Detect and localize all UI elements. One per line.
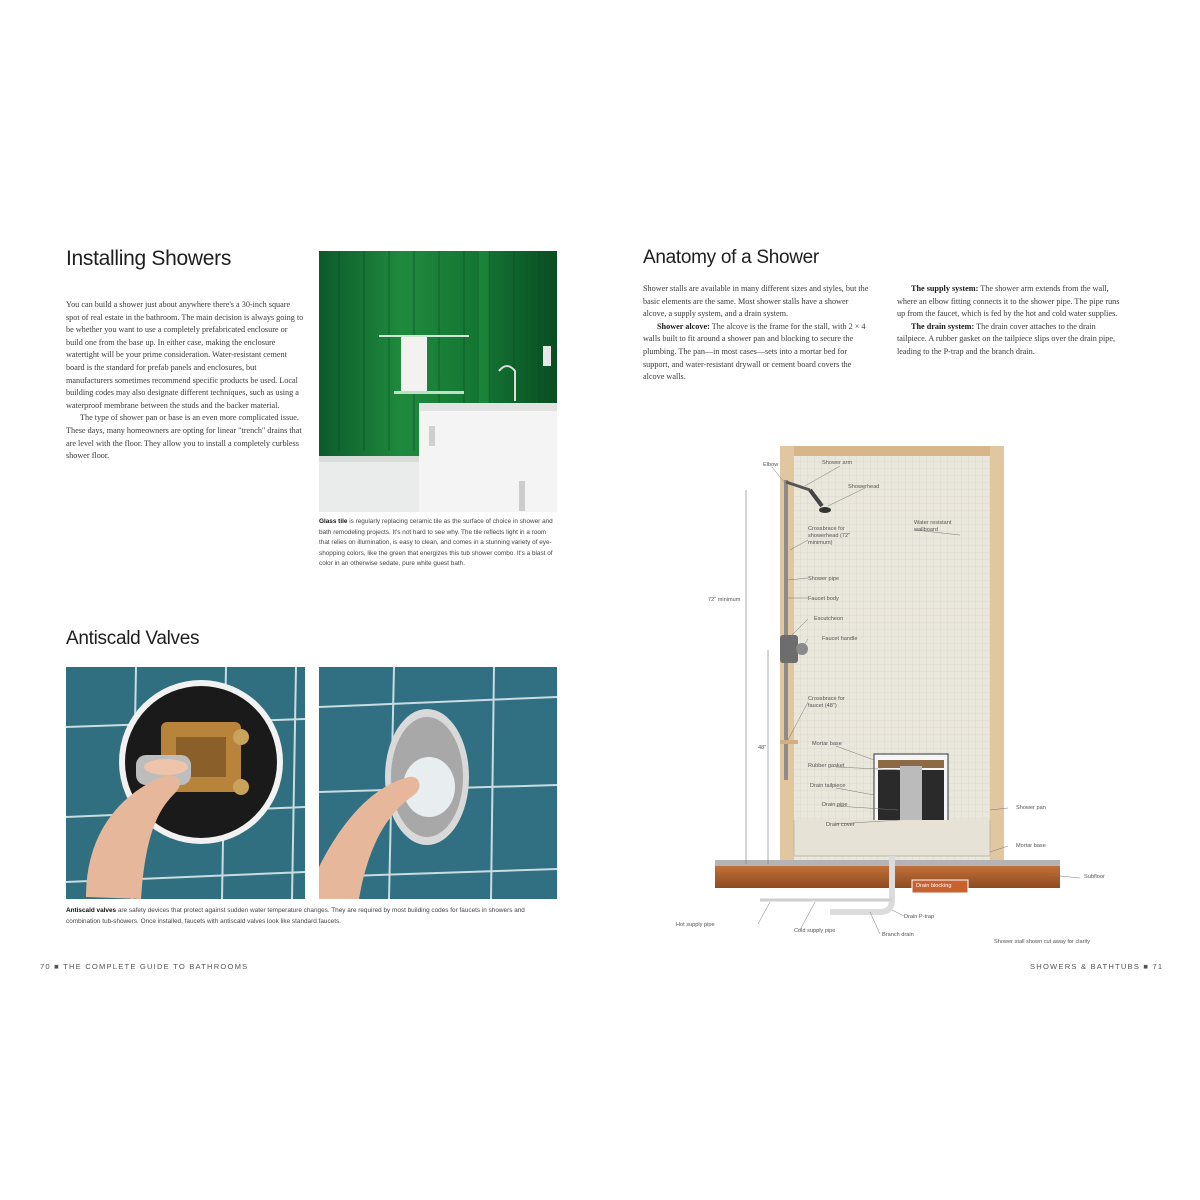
antiscald-caption-text: are safety devices that protect against sudden water temperature changes. They are required by most building codes for faucets in showers and combination tub-showers. Once installed, faucets with antiscald valves look like standard faucets. [66,907,525,925]
glass-tile-caption-bold: Glass tile [319,518,348,525]
anatomy-supply-system-text: The shower arm extends from the wall, where an elbow fitting connects it to the shower pipe. The pipe runs up from the faucet, which is fed by the hot and cold water supplies. [897,284,1120,319]
installing-paragraph-2: The type of shower pan or base is an even more complicated issue. These days, many homeowners are opting for linear "trench" drains that are level with the floor. They allow you to install a completely curbless shower floor. [66,413,302,461]
label-crossbrace-faucet: Crossbrace for faucet (48") [808,696,845,709]
installing-showers-body [66,299,304,463]
label-shower-pan: Shower pan [1016,805,1046,811]
antiscald-valve-install-photo [66,667,305,899]
installing-paragraph-1: You can build a shower just about anywhere there's a 30-inch square spot of real estate in the bathroom. The main decision is always going to be whether you want to use a completely prefabricated enclosure or build one from the base up. In either case, making the enclosure watertight will be your prime consideration. Water-resistant cement board is the standard for prefab panels and enclosures, but manufacturers sometimes recommend specific products be used. Local building codes may also designate different techniques, such as using a waterproof membrane between the studs and the backer material. [66,300,304,410]
label-rubber-gasket: Rubber gasket [808,763,845,769]
antiscald-caption-bold: Antiscald valves [66,907,117,914]
label-faucet-handle: Faucet handle [822,636,858,642]
anatomy-shower-alcove-text: The alcove is the frame for the stall, with 2 × 4 walls built to fit around a shower pan and blocking to secure the plumbing. The pan—in most cases—sets into a mortar bed for support, and water-resistant drywall or cement board covers the alcove walls. [643,321,866,382]
label-drain-blocking: Drain blocking [916,883,952,889]
left-page-footer: 70 ■ THE COMPLETE GUIDE TO BATHROOMS [40,962,249,971]
anatomy-heading: Anatomy of a Shower [643,247,819,268]
anatomy-intro: Shower stalls are available in many different sizes and styles, but the basic elements are the same. Most shower stalls have a shower alcove, a supply system, and a drain system. [643,284,869,319]
antiscald-caption [66,906,558,927]
label-faucet-body: Faucet body [808,596,839,602]
label-drain-cover: Drain cover [826,822,855,828]
glass-tile-shower-photo [319,251,557,512]
anatomy-col1 [643,283,873,384]
installing-showers-heading: Installing Showers [66,247,232,270]
label-water-resistant-wallboard: Water resistant wallboard [914,520,952,533]
anatomy-shower-alcove-bold: Shower alcove: [657,321,710,331]
antiscald-valves-heading: Antiscald Valves [66,628,200,649]
glass-tile-caption [319,517,557,570]
label-mortar-base-right: Mortar base [1016,843,1046,849]
anatomy-supply-system-bold: The supply system: [911,284,979,293]
right-page-footer: SHOWERS & BATHTUBS ■ 71 [1030,962,1164,971]
label-branch-drain: Branch drain [882,932,914,938]
label-hot-supply-pipe: Hot supply pipe [676,922,715,928]
label-elbow: Elbow [763,462,779,468]
label-crossbrace-showerhead: Crossbrace for showerhead (72" minimum) [808,526,851,546]
label-cutaway-note: Shower stall shown cut away for clarity [994,939,1091,945]
shower-anatomy-illustration [660,440,1140,960]
label-drain-tailpiece: Drain tailpiece [810,783,846,789]
label-showerhead: Showerhead [848,484,880,490]
anatomy-drain-system-text: The drain cover attaches to the drain tailpiece. A rubber gasket on the tailpiece slips over the drain pipe, leading to the P-trap and the branch drain. [897,321,1116,356]
antiscald-valve-finished-photo [319,667,557,899]
label-subfloor: Subfloor [1084,874,1105,880]
label-escutcheon: Escutcheon [814,616,844,622]
shower-anatomy-diagram [660,440,1140,960]
label-shower-arm: Shower arm [822,460,853,466]
label-dim-48: 48" [758,745,767,751]
label-shower-pipe: Shower pipe [808,576,840,582]
label-drain-pipe: Drain pipe [822,802,848,808]
antiscald-valve-install-illustration [66,667,305,899]
anatomy-drain-system-bold: The drain system: [911,321,975,331]
glass-tile-shower-illustration [319,251,557,512]
label-dim-72: 72" minimum [708,597,741,603]
glass-tile-caption-text: is regularly replacing ceramic tile as the surface of choice in shower and bath remodeling projects. It's not hard to see why. The tile reflects light in a room that relies on illumination, is easy to clean, and comes in a stunning variety of eye-shopping colors, like the green that energizes this tub shower combo. It's a blast of color in an otherwise sedate, pure white guest bath. [319,518,553,568]
anatomy-supply-system [897,283,1125,321]
antiscald-valve-finished-illustration [319,667,557,899]
label-mortar-base: Mortar base [812,741,842,747]
anatomy-col2 [897,283,1125,359]
label-cold-supply-pipe: Cold supply pipe [794,928,836,934]
label-drain-ptrap: Drain P-trap [904,914,935,920]
anatomy-shower-alcove [643,321,873,384]
anatomy-drain-system [897,321,1125,359]
